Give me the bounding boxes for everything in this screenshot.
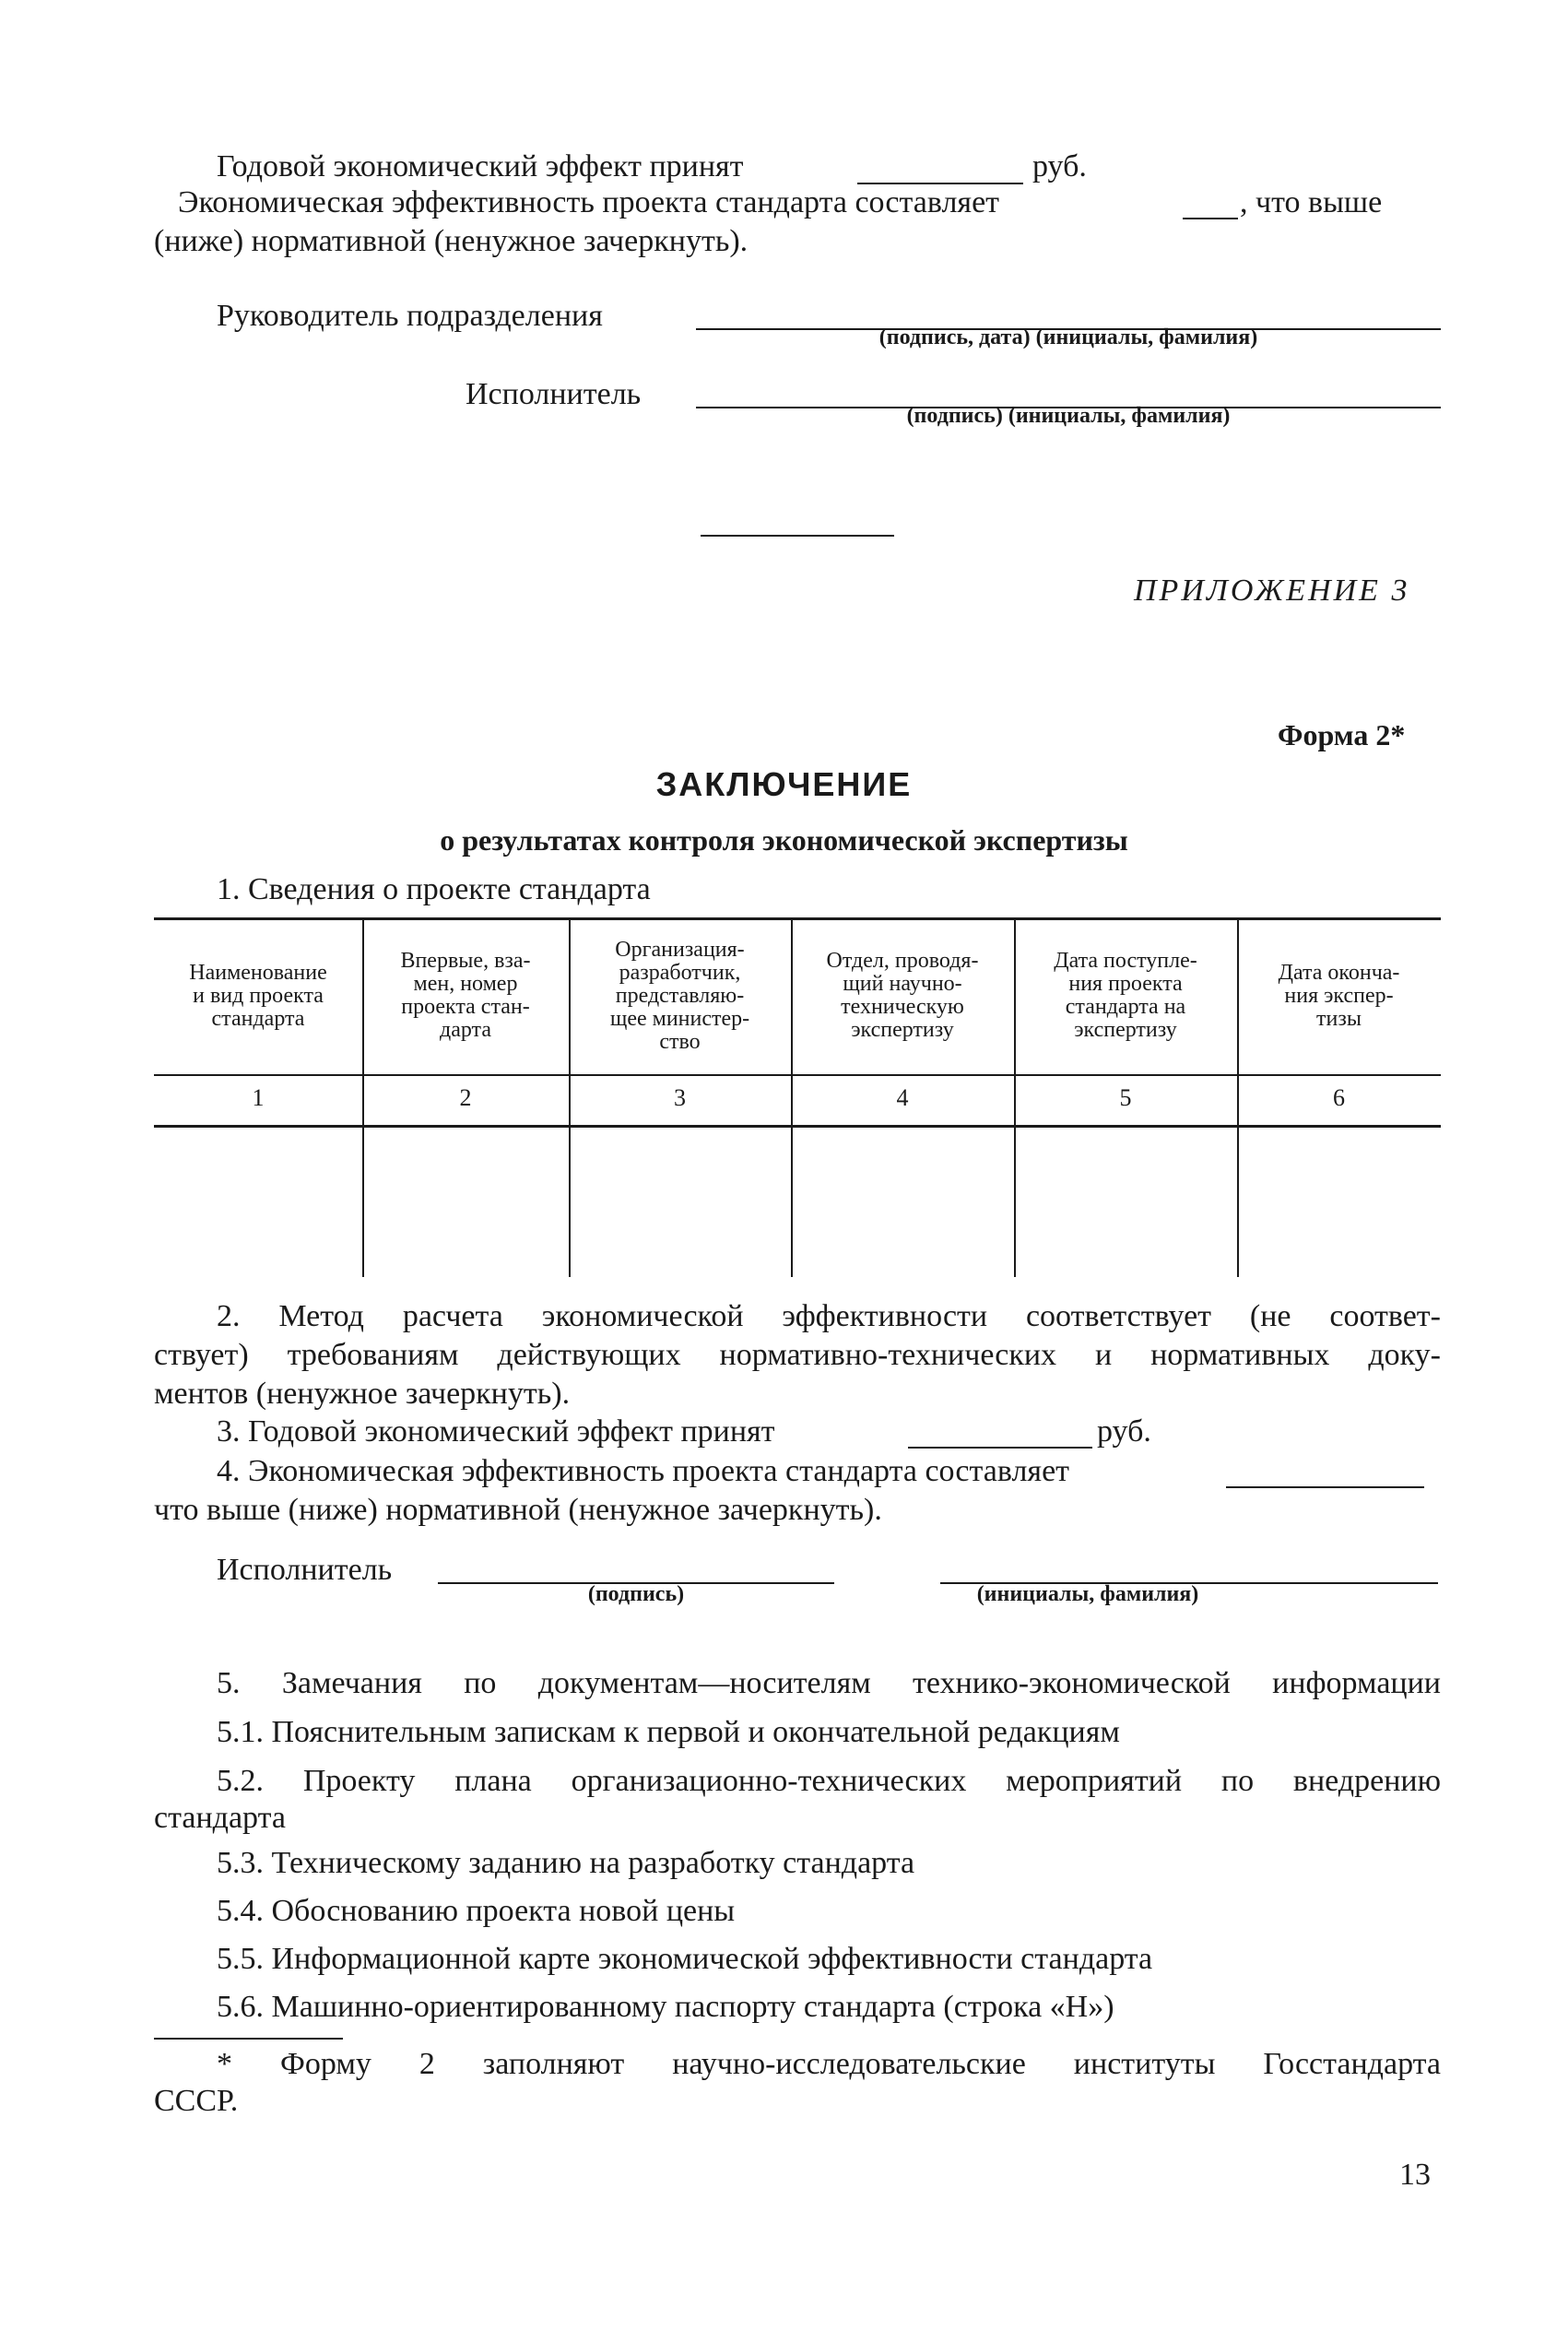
item-5-2-line-2: стандарта — [154, 1801, 286, 1835]
table-header-cell: Наименование и вид проекта стандарта — [189, 960, 327, 1031]
executor-2-sign-caption: (подпись) — [587, 1582, 685, 1606]
item-2-line-1: 2. Метод расчета экономической эффективности соответствует (не соответ- — [217, 1299, 1441, 1333]
item-5-2: 5.2. Проекту плана организационно-технических мероприятий по внедрению — [217, 1764, 1441, 1798]
annual-effect-text: Годовой экономический эффект принят — [217, 149, 744, 183]
table-header-cell: Дата оконча- ния экспер- тизы — [1278, 960, 1400, 1031]
item-5-6: 5.6. Машинно-ориентированному паспорту стандарта (строка «Н») — [217, 1990, 1114, 2024]
form-label: Форма 2* — [1278, 718, 1406, 751]
table-column-number: 2 — [459, 1084, 472, 1111]
item-5: 5. Замечания по документам—носителям технико-экономической информации — [217, 1666, 1441, 1700]
annual-effect-unit: руб. — [1032, 149, 1087, 183]
efficiency-text: Экономическая эффективность проекта стандарта составляет — [178, 185, 1000, 219]
section-1-heading: 1. Сведения о проекте стандарта — [217, 872, 651, 906]
item-4-line-2: что выше (ниже) нормативной (ненужное зачеркнуть). — [154, 1493, 882, 1527]
table-top-border — [154, 917, 1441, 920]
item-4-blank — [1226, 1486, 1424, 1488]
table-column-number: 3 — [674, 1084, 686, 1111]
item-3-unit: руб. — [1097, 1414, 1151, 1449]
document-title: ЗАКЛЮЧЕНИЕ — [655, 765, 913, 803]
executor-2-label: Исполнитель — [217, 1553, 393, 1587]
item-2-line-2: ствует) требованиям действующих нормативно-технических и нормативных доку- — [154, 1338, 1441, 1372]
footnote-text: * Форму 2 заполняют научно-исследовательские институты Госстандарта — [217, 2047, 1441, 2081]
efficiency-blank — [1183, 218, 1238, 219]
item-5-3: 5.3. Техническому заданию на разработку стандарта — [217, 1846, 915, 1880]
item-5-4: 5.4. Обоснованию проекта новой цены — [217, 1894, 736, 1928]
separator-rule — [701, 535, 894, 537]
efficiency-line3: (ниже) нормативной (ненужное зачеркнуть). — [154, 224, 749, 258]
page-number: 13 — [1399, 2158, 1431, 2192]
table-column-number: 1 — [252, 1084, 265, 1111]
item-3-blank — [908, 1447, 1092, 1449]
table-header-cell: Отдел, проводя- щий научно- техническую экспертизу — [826, 949, 979, 1042]
appendix-label: ПРИЛОЖЕНИЕ 3 — [1134, 574, 1410, 608]
executor-label: Исполнитель — [466, 377, 642, 411]
item-5-5: 5.5. Информационной карте экономической эффективности стандарта — [217, 1942, 1153, 1976]
executor-2-name-caption: (инициалы, фамилия) — [976, 1582, 1199, 1606]
footnote-line-2: СССР. — [154, 2084, 239, 2118]
table-header-cell: Дата поступле- ния проекта стандарта на экспертизу — [1054, 949, 1197, 1042]
efficiency-tail: , что выше — [1240, 185, 1383, 219]
table-header-border — [154, 1074, 1441, 1076]
footnote-separator — [154, 2038, 343, 2040]
head-caption: (подпись, дата) (инициалы, фамилия) — [878, 325, 1258, 349]
item-2-line-3: ментов (ненужное зачеркнуть). — [154, 1377, 571, 1411]
table-column-number: 5 — [1119, 1084, 1132, 1111]
table-header-cell: Впервые, вза- мен, номер проекта стан- дарта — [400, 949, 531, 1042]
document-subtitle: о результатах контроля экономической экспертизы — [440, 823, 1128, 857]
table-column-number: 6 — [1333, 1084, 1345, 1111]
table-header-cell: Организация- разработчик, представляю- щее министер- ство — [609, 937, 750, 1054]
item-3-text: 3. Годовой экономический эффект принят — [217, 1414, 775, 1449]
head-label: Руководитель подразделения — [217, 299, 603, 333]
item-4-text: 4. Экономическая эффективность проекта стандарта составляет — [217, 1454, 1070, 1488]
table-number-border — [154, 1125, 1441, 1128]
executor-caption: (подпись) (инициалы, фамилия) — [906, 404, 1231, 428]
item-5-1: 5.1. Пояснительным запискам к первой и окончательной редакциям — [217, 1715, 1120, 1749]
table-column-number: 4 — [896, 1084, 909, 1111]
